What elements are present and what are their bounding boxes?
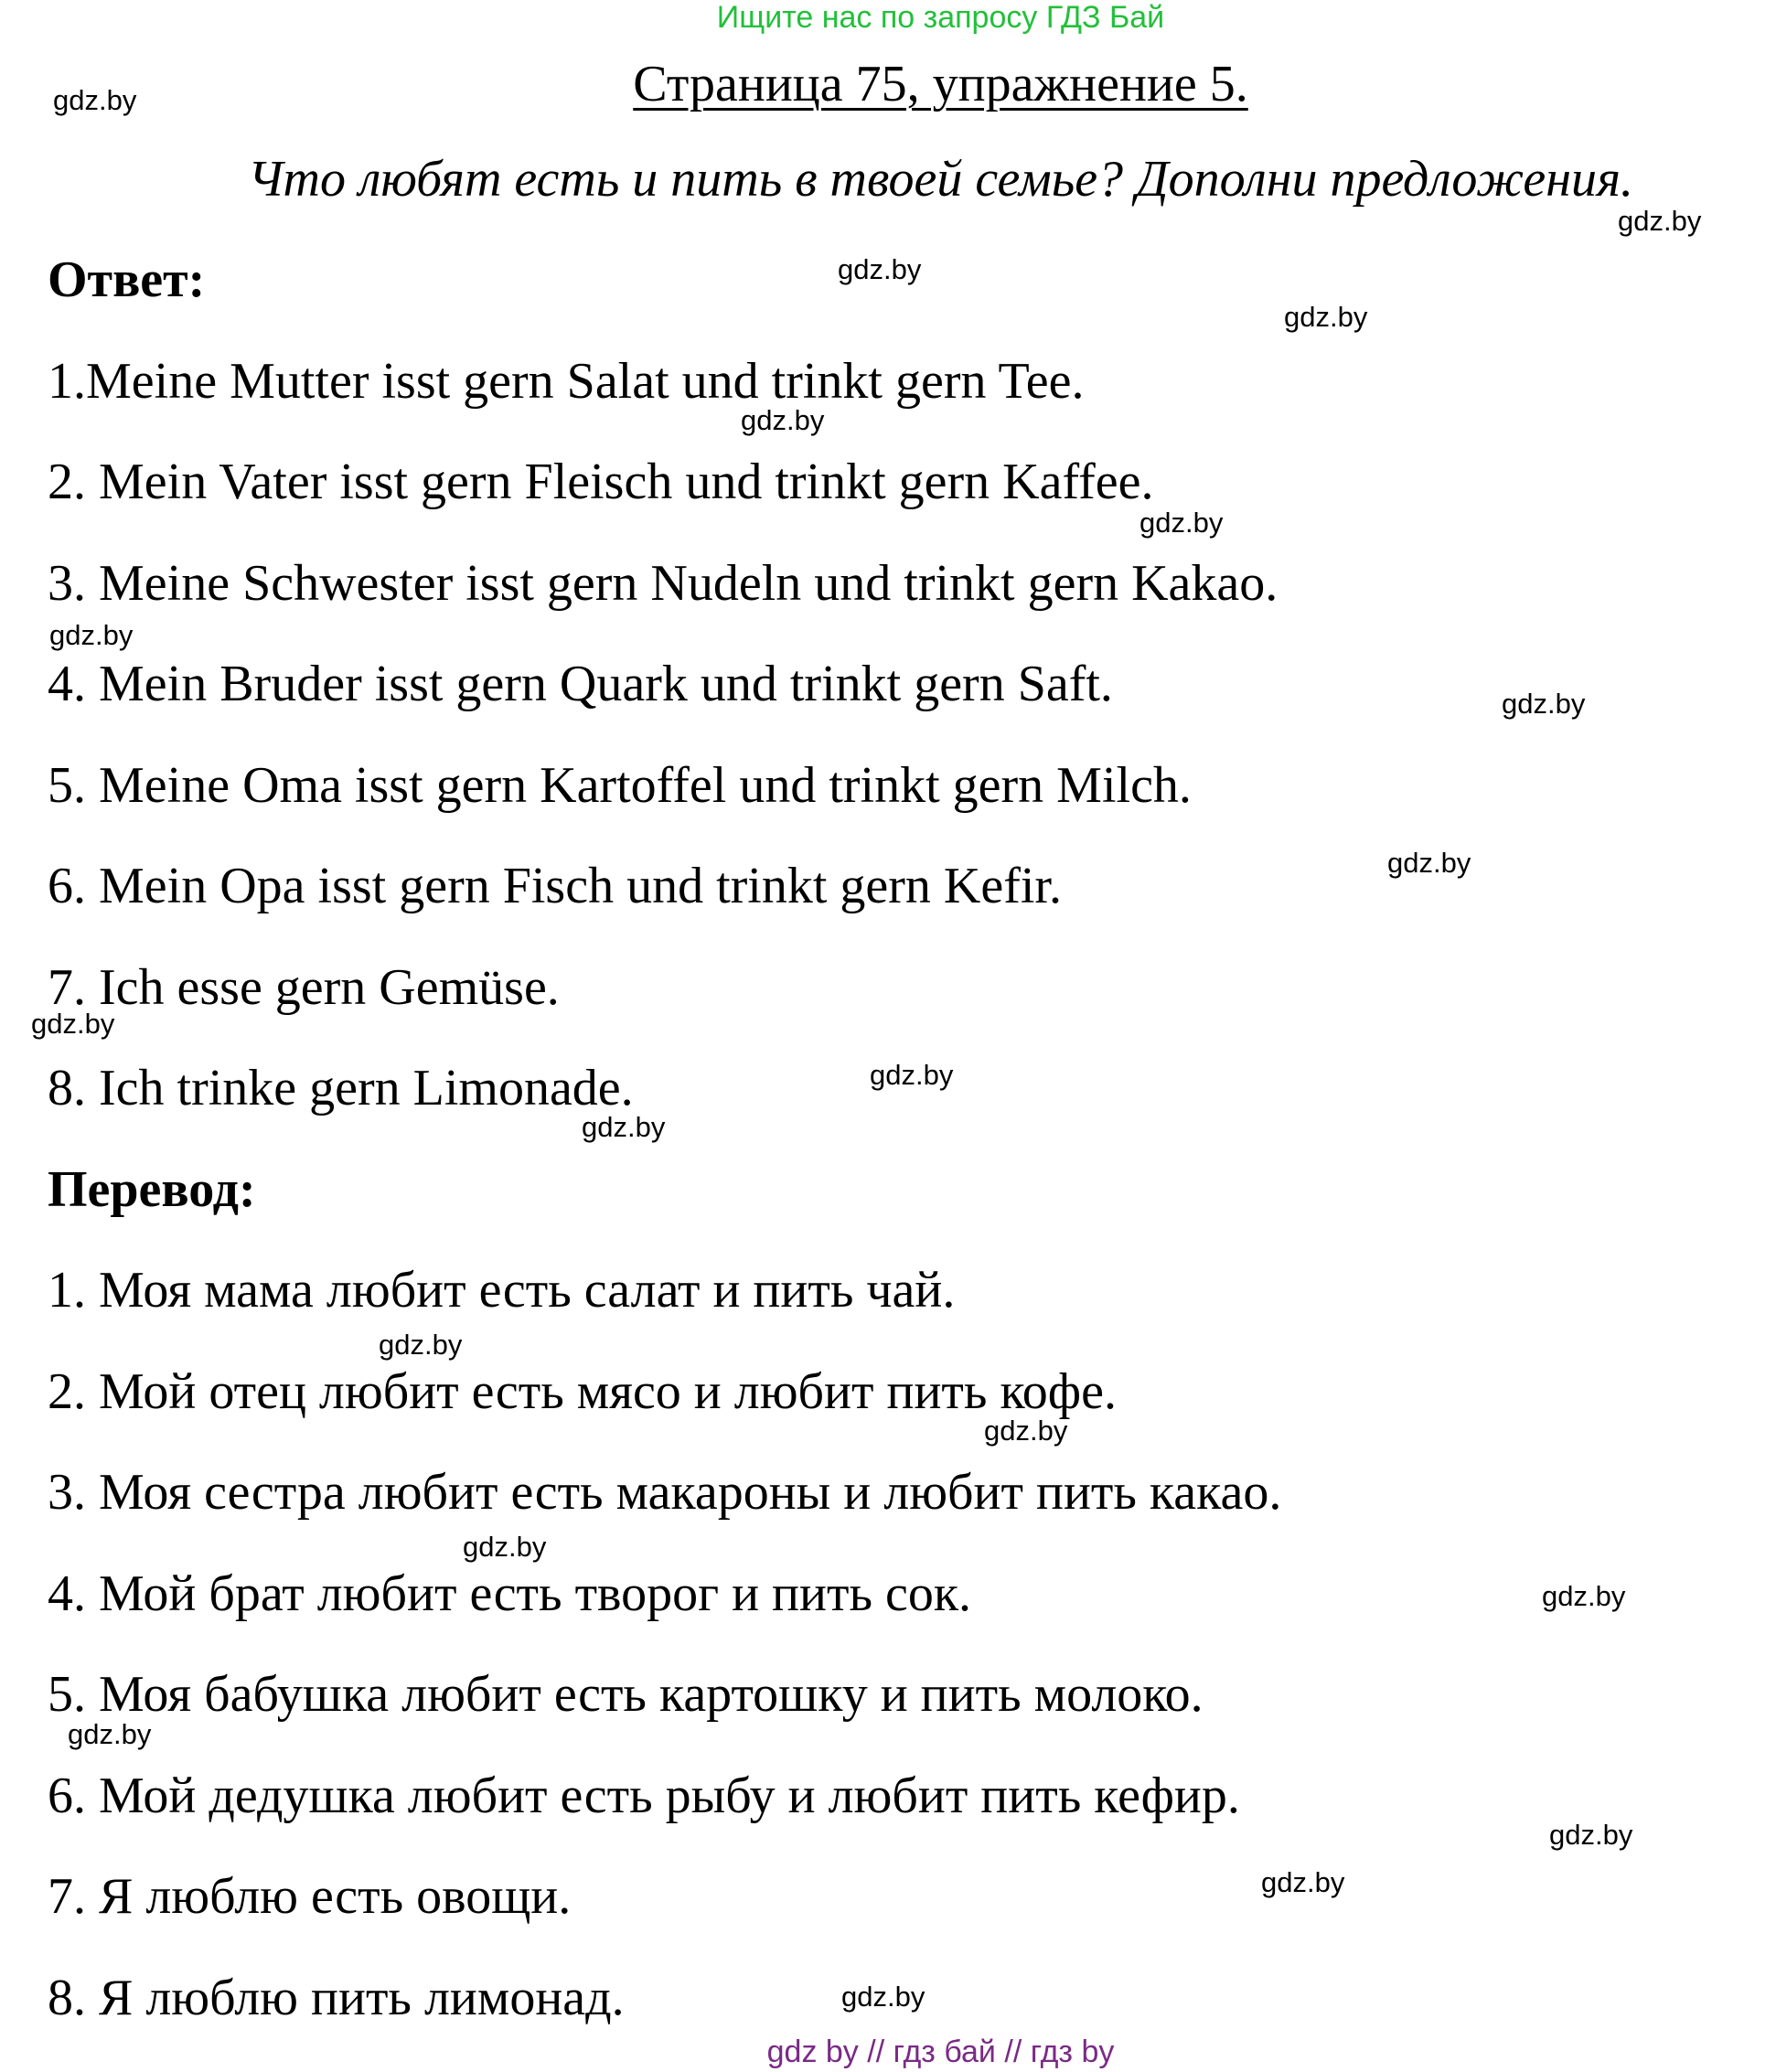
answer-line-6: 6. Mein Opa isst gern Fisch und trinkt gern Kefir. (48, 858, 1062, 914)
watermark: gdz.by (1139, 507, 1224, 539)
translation-line-1: 1. Моя мама любит есть салат и пить чай. (48, 1262, 956, 1319)
watermark: gdz.by (1502, 688, 1586, 720)
translation-line-2: 2. Мой отец любит есть мясо и любит пить кофе. (48, 1363, 1117, 1420)
answer-line-1: 1.Meine Mutter isst gern Salat und trinkt gern Tee. (48, 353, 1085, 410)
translation-heading: Перевод: (48, 1161, 256, 1218)
answer-line-2: 2. Mein Vater isst gern Fleisch und trinkt gern Kaffee. (48, 454, 1154, 510)
translation-line-3: 3. Моя сестра любит есть макароны и любит пить какао. (48, 1464, 1282, 1521)
watermark: gdz.by (1261, 1866, 1345, 1898)
answer-line-3: 3. Meine Schwester isst gern Nudeln und trinkt gern Kakao. (48, 555, 1279, 612)
top-banner[interactable]: Ищите нас по запросу ГДЗ Бай (716, 0, 1165, 35)
watermark: gdz.by (1542, 1580, 1626, 1612)
translation-line-8: 8. Я люблю пить лимонад. (48, 1970, 625, 2026)
answer-heading: Ответ: (48, 251, 206, 308)
answer-line-8: 8. Ich trinke gern Limonade. (48, 1060, 634, 1116)
watermark: gdz.by (1284, 301, 1368, 333)
translation-line-4: 4. Мой брат любит есть творог и пить сок. (48, 1565, 972, 1622)
watermark: gdz.by (582, 1111, 666, 1143)
watermark: gdz.by (984, 1415, 1068, 1447)
page-title: Страница 75, упражнение 5. (633, 56, 1248, 112)
translation-line-6: 6. Мой дедушка любит есть рыбу и любит пить кефир. (48, 1768, 1240, 1824)
watermark: gdz.by (838, 253, 922, 285)
watermark: gdz.by (870, 1059, 954, 1091)
answer-line-5: 5. Meine Oma isst gern Kartoffel und trinkt gern Milch. (48, 757, 1192, 814)
watermark: gdz.by (1549, 1819, 1633, 1851)
watermark: gdz.by (68, 1718, 152, 1750)
watermark: gdz.by (31, 1008, 115, 1040)
watermark: gdz.by (1618, 205, 1702, 237)
watermark: gdz.by (841, 1981, 925, 2013)
watermark: gdz.by (53, 84, 137, 116)
answer-line-4: 4. Mein Bruder isst gern Quark und trinkt gern Saft. (48, 656, 1113, 712)
watermark: gdz.by (741, 404, 825, 436)
translation-line-5: 5. Моя бабушка любит есть картошку и пить молоко. (48, 1666, 1204, 1723)
watermark: gdz.by (1387, 847, 1471, 879)
translation-line-7: 7. Я люблю есть овощи. (48, 1868, 572, 1925)
answer-line-7: 7. Ich esse gern Gemüse. (48, 959, 560, 1016)
watermark: gdz.by (379, 1329, 463, 1361)
watermark: gdz.by (49, 619, 134, 651)
footer-links[interactable]: gdz by // гдз бай // гдз by (766, 2035, 1115, 2069)
watermark: gdz.by (463, 1531, 547, 1563)
task-text: Что любят есть и пить в твоей семье? Дополни предложения. (247, 151, 1634, 208)
